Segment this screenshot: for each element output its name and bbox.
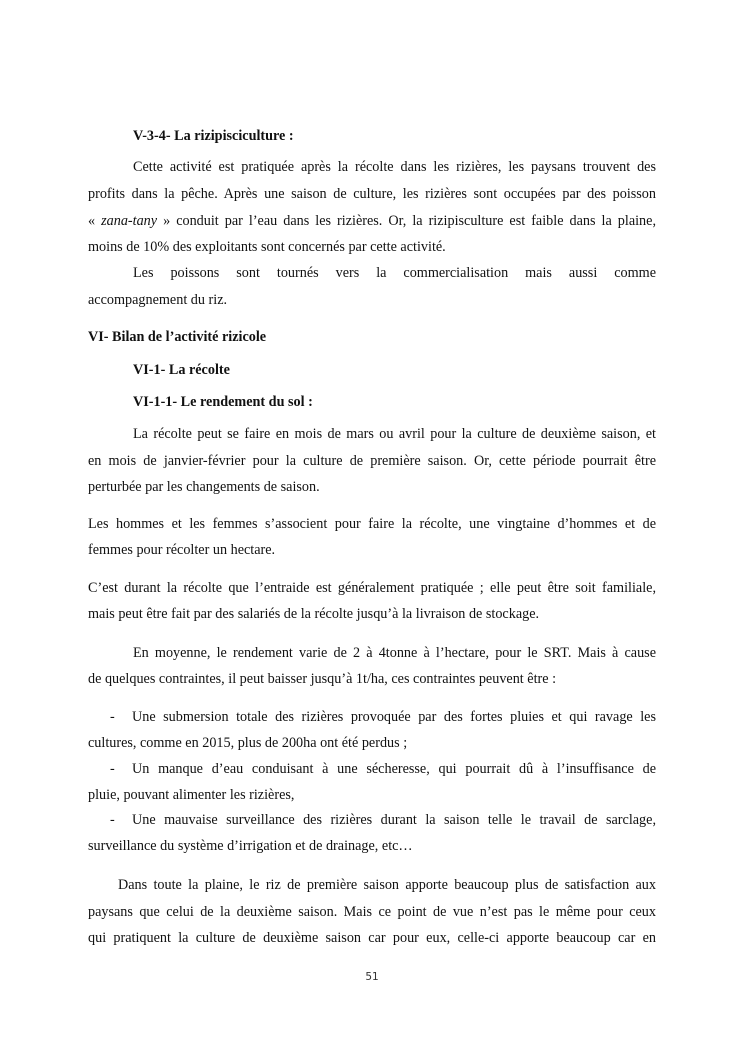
paragraph-line: de quelques contraintes, il peut baisser jusqu’à 1t/ha, ces contraintes peuvent être : [88,671,557,687]
paragraph-line: Cette activité est pratiquée après la récolte dans les rizières, les paysans trouvent des [133,159,656,175]
quote-open: « [88,213,102,229]
paragraph-line: accompagnement du riz. [88,292,228,308]
paragraph-line [88,212,656,230]
paragraph-line: moins de 10% des exploitants sont concernés par cette activité. [88,239,446,255]
paragraph-line: perturbée par les changements de saison. [88,479,320,495]
heading-vi-1: VI-1- La récolte [133,362,230,378]
heading-vi-1-1: VI-1-1- Le rendement du sol : [133,394,313,410]
paragraph-line: Les hommes et les femmes s’associent pour faire la récolte, une vingtaine d’hommes et de [88,516,656,532]
italic-term: zana-tany [101,213,158,229]
heading-vi: VI- Bilan de l’activité rizicole [88,329,267,345]
list-item-text: Une submersion totale des rizières provoquée par des fortes pluies et qui ravage les [132,709,656,725]
list-item-text: Une mauvaise surveillance des rizières durant la saison telle le travail de sarclage, [132,812,656,828]
list-item-text: Un manque d’eau conduisant à une sécheresse, qui pourrait dû à l’insuffisance de [132,761,656,777]
paragraph-line: En moyenne, le rendement varie de 2 à 4tonne à l’hectare, pour le SRT. Mais à cause [133,645,656,661]
quote-rest: » conduit par l’eau dans les rizières. Or, la rizipisculture est faible dans la plaine, [157,213,656,229]
paragraph-line: profits dans la pêche. Après une saison de culture, les rizières sont occupées par des poisson [88,186,656,202]
paragraph-line: paysans que celui de la deuxième saison. Mais ce point de vue n’est pas le même pour ceux [88,904,656,920]
paragraph-line: femmes pour récolter un hectare. [88,542,276,558]
paragraph-line: Dans toute la plaine, le riz de première saison apporte beaucoup plus de satisfaction aux [118,877,656,893]
list-item [110,811,656,829]
bullet-dash: - [110,709,115,725]
paragraph-line: pluie, pouvant alimenter les rizières, [88,787,295,803]
bullet-dash: - [110,812,115,828]
paragraph-line: Les poissons sont tournés vers la commercialisation mais aussi comme [133,265,656,281]
heading-v-3-4: V-3-4- La rizipisciculture : [133,128,294,144]
paragraph-line: cultures, comme en 2015, plus de 200ha ont été perdus ; [88,735,408,751]
paragraph-line: La récolte peut se faire en mois de mars ou avril pour la culture de deuxième saison, et [133,426,656,442]
bullet-dash: - [110,761,115,777]
paragraph-line: qui pratiquent la culture de deuxième saison car pour eux, celle-ci apporte beaucoup car en [88,930,656,946]
list-item [110,708,656,726]
paragraph-line: surveillance du système d’irrigation et de drainage, etc… [88,838,413,854]
paragraph-line: C’est durant la récolte que l’entraide est généralement pratiquée ; elle peut être soit familiale, [88,580,656,596]
paragraph-line: en mois de janvier-février pour la culture de première saison. Or, cette période pourrait être [88,453,656,469]
list-item [110,760,656,778]
page-number: 51 [365,971,379,983]
paragraph-line: mais peut être fait par des salariés de la récolte jusqu’à la livraison de stockage. [88,606,540,622]
